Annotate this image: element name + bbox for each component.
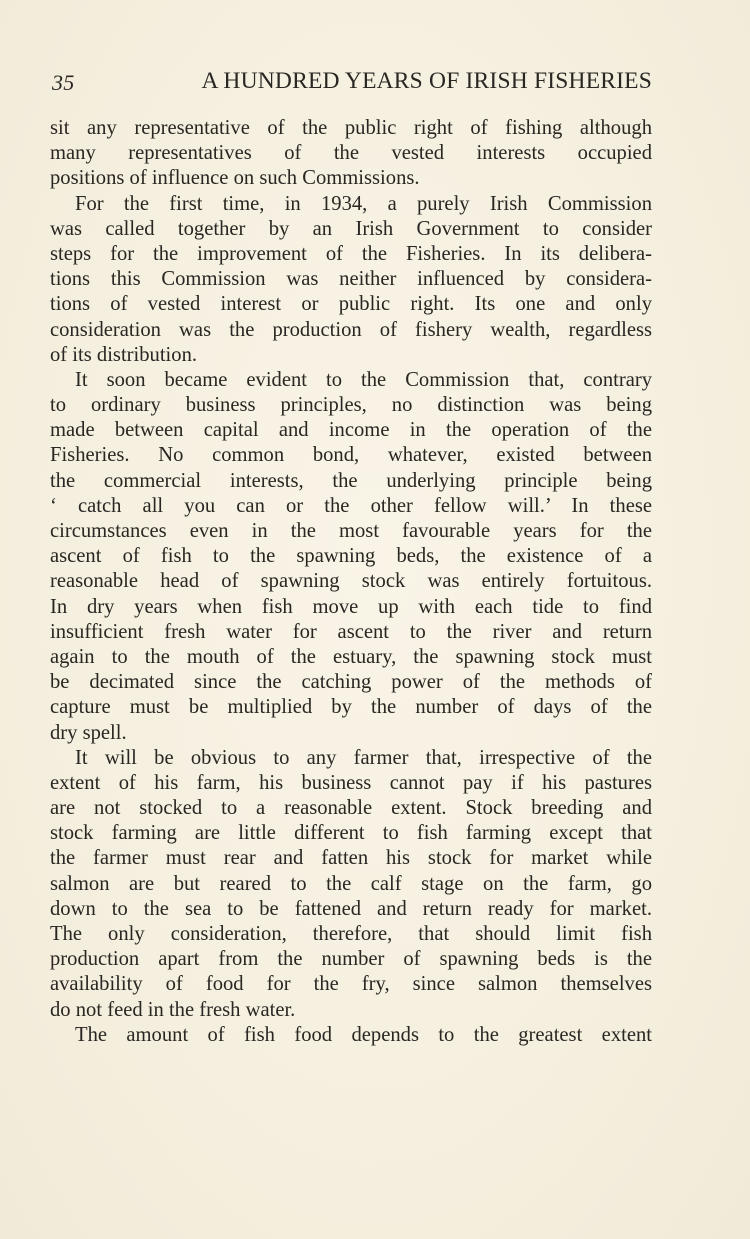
text-line: stock farming are little different to fish farming except that <box>50 822 652 845</box>
text-line: many representatives of the vested interests occupied <box>50 142 652 165</box>
text-line: again to the mouth of the estuary, the spawning stock must <box>50 645 652 668</box>
running-title: A HUNDRED YEARS OF IRISH FISHERIES <box>201 68 652 94</box>
text-line: consideration was the production of fishery wealth, regardless <box>50 318 652 341</box>
text-line: the farmer must rear and fatten his stock for market while <box>50 847 652 870</box>
text-line: was called together by an Irish Government to consider <box>50 217 652 240</box>
text-line: ‘ catch all you can or the other fellow will.’ In these <box>50 494 652 517</box>
text-line: tions of vested interest or public right. Its one and only <box>50 293 652 316</box>
text-line: insufficient fresh water for ascent to the river and return <box>50 620 652 643</box>
text-line: availability of food for the fry, since salmon themselves <box>50 973 652 996</box>
text-line: dry spell. <box>50 721 127 744</box>
text-line: be decimated since the catching power of the methods of <box>50 671 652 694</box>
text-line: production apart from the number of spawning beds is the <box>50 948 652 971</box>
text-line: of its distribution. <box>50 343 198 366</box>
page-header <box>52 68 652 102</box>
text-line: capture must be multiplied by the number of days of the <box>50 696 652 719</box>
text-line: In dry years when fish move up with each tide to find <box>50 595 652 618</box>
text-line: Fisheries. No common bond, whatever, existed between <box>50 444 652 467</box>
text-line: It will be obvious to any farmer that, irrespective of the <box>75 746 652 769</box>
text-line: extent of his farm, his business cannot pay if his pastures <box>50 771 652 794</box>
text-line: tions this Commission was neither influenced by considera- <box>50 268 652 291</box>
text-line: circumstances even in the most favourable years for the <box>50 520 652 542</box>
text-line: For the first time, in 1934, a purely Irish Commission <box>75 192 652 215</box>
text-line: to ordinary business principles, no distinction was being <box>50 394 652 417</box>
text-line: down to the sea to be fattened and return ready for market. <box>50 897 652 920</box>
text-line: reasonable head of spawning stock was entirely fortuitous. <box>50 570 652 593</box>
text-line: do not feed in the fresh water. <box>50 998 296 1021</box>
text-line: salmon are but reared to the calf stage on the farm, go <box>50 872 652 895</box>
text-line: It soon became evident to the Commission that, contrary <box>75 368 652 391</box>
text-line: The only consideration, therefore, that should limit fish <box>50 923 652 945</box>
text-line: steps for the improvement of the Fisheries. In its delibera- <box>50 242 652 265</box>
text-line: made between capital and income in the operation of the <box>50 419 652 442</box>
text-line: positions of influence on such Commissions. <box>50 167 420 190</box>
text-line: ascent of fish to the spawning beds, the existence of a <box>50 545 652 568</box>
text-line: The amount of fish food depends to the greatest extent <box>75 1023 652 1046</box>
text-line: are not stocked to a reasonable extent. Stock breeding and <box>50 797 652 820</box>
body-text <box>50 116 652 1048</box>
text-line: the commercial interests, the underlying principle being <box>50 469 652 492</box>
page-number: 35 <box>52 70 75 95</box>
text-line: sit any representative of the public right of fishing although <box>50 117 652 139</box>
